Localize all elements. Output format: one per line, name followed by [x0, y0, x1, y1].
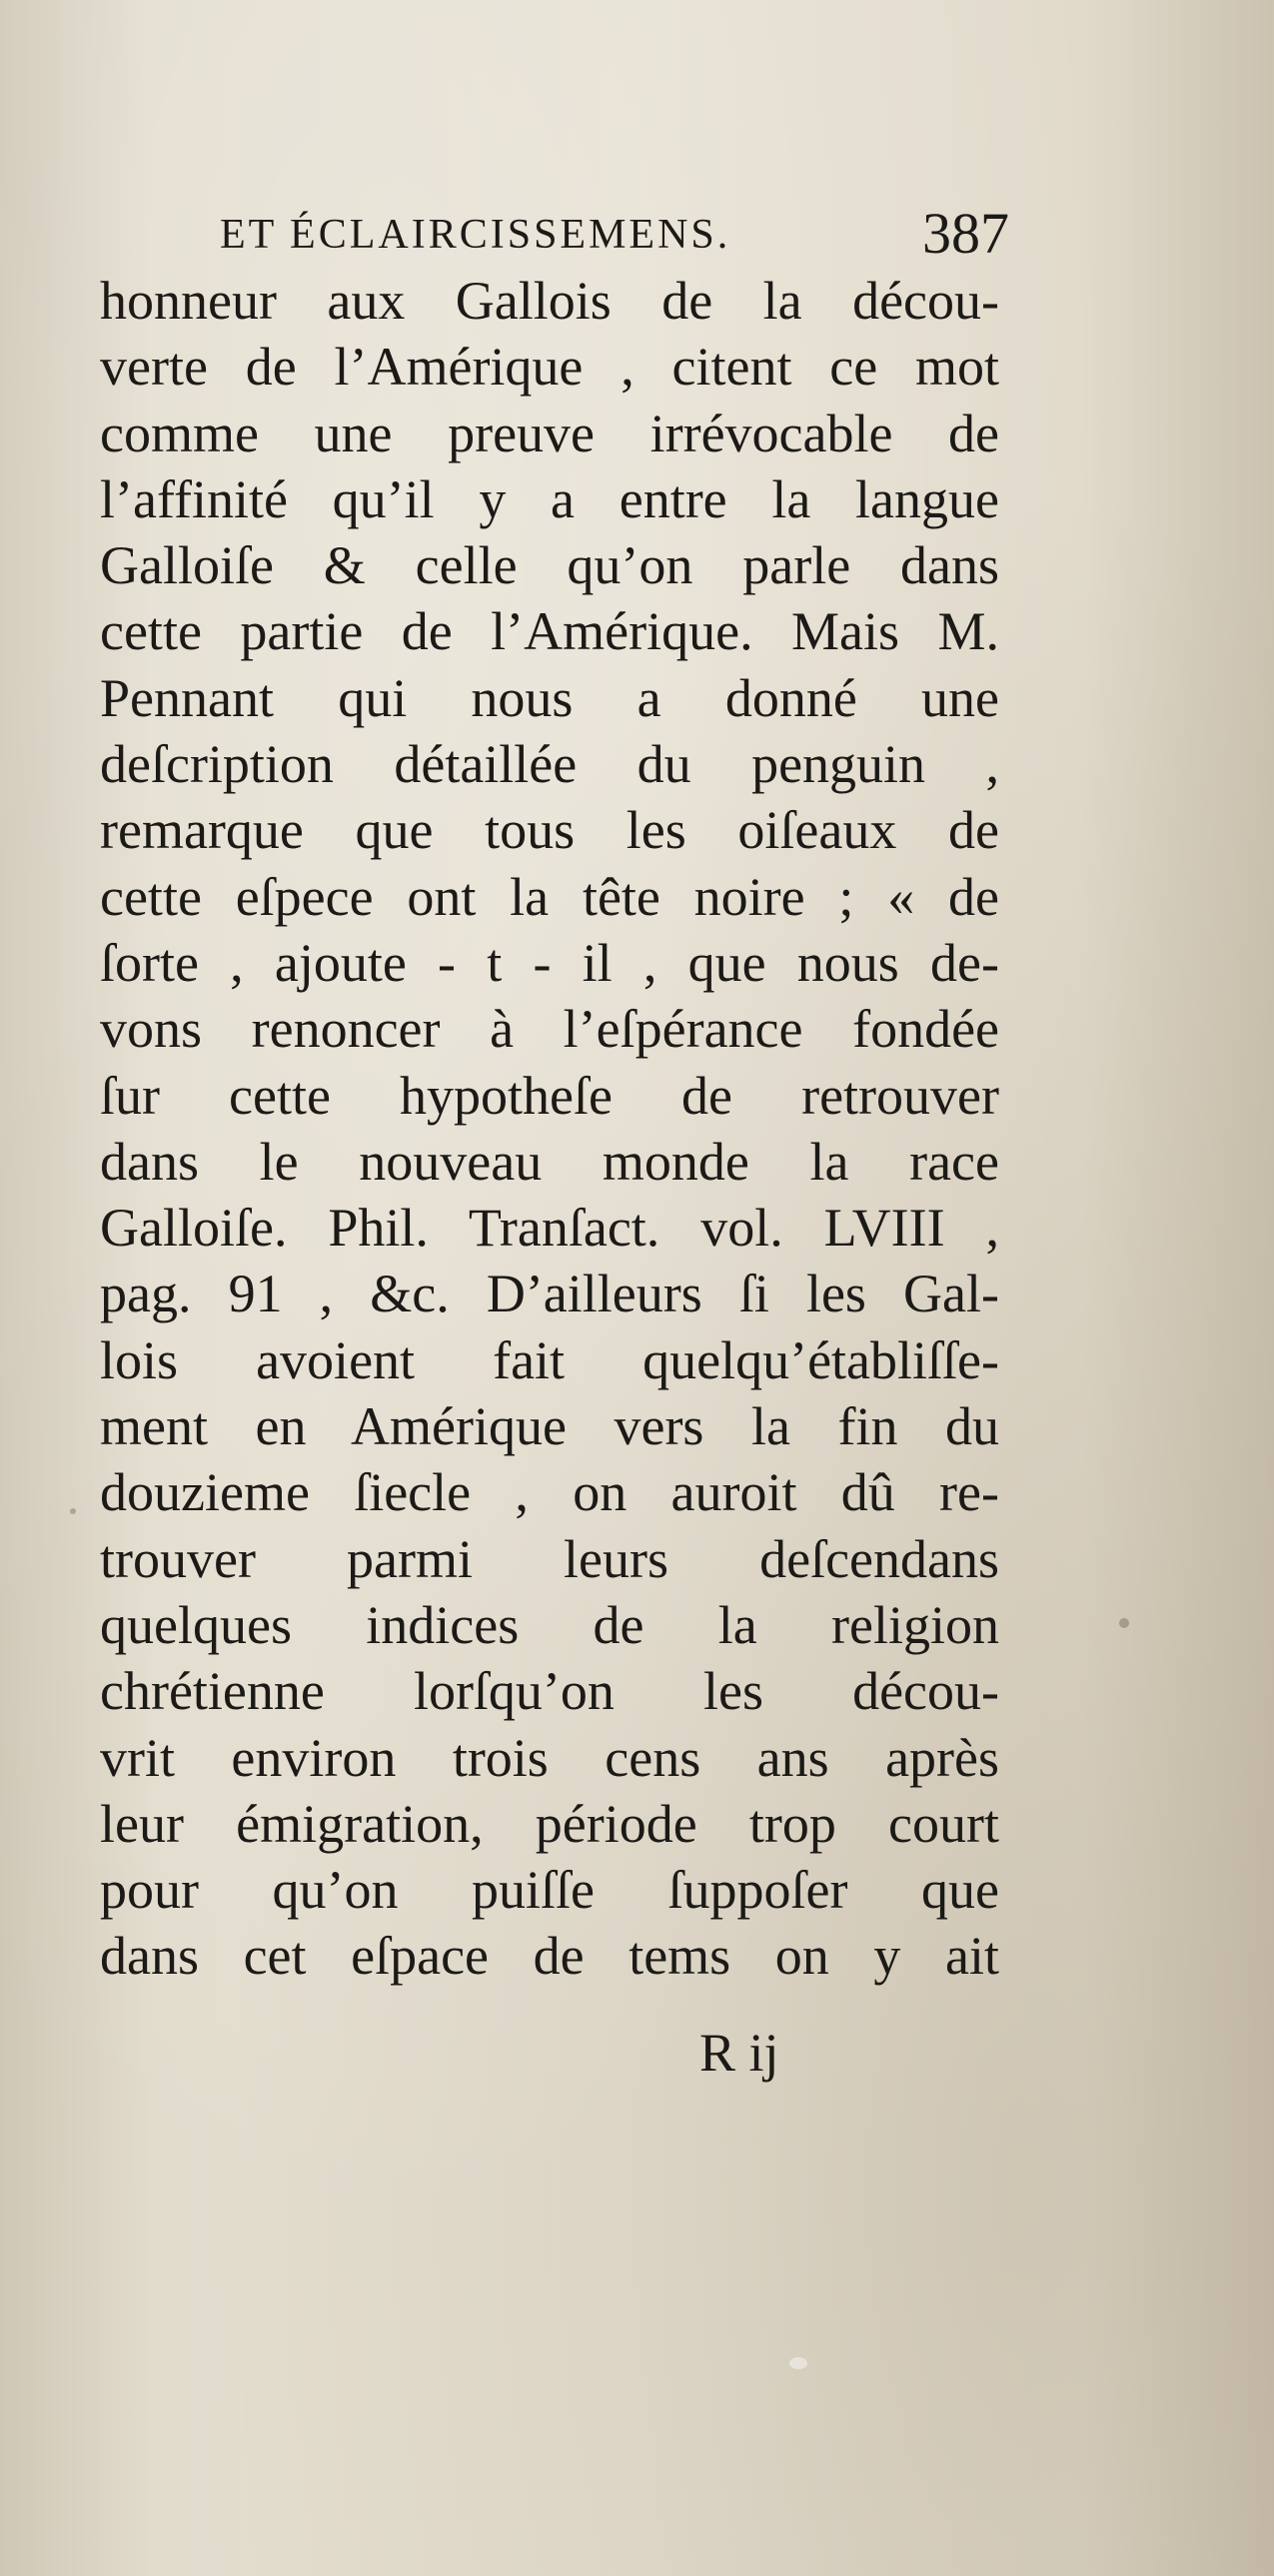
signature-mark: R ij	[699, 2023, 779, 2083]
paper-spot	[1119, 1618, 1129, 1628]
text-line: quelques indices de la religion	[100, 1594, 999, 1655]
text-line: douzieme ſiecle , on auroit dû re-	[100, 1462, 999, 1523]
text-line: honneur aux Gallois de la décou-	[100, 271, 999, 331]
running-head: ET ÉCLAIRCISSEMENS.	[220, 212, 731, 258]
page-number: 387	[922, 201, 1009, 266]
text-line: remarque que tous les oiſeaux de	[100, 800, 999, 861]
text-line: dans le nouveau monde la race	[100, 1131, 999, 1192]
text-line: comme une preuve irrévocable de	[100, 403, 999, 463]
paper-spot	[70, 1508, 76, 1514]
text-line: chrétienne lorſqu’on les décou-	[100, 1661, 999, 1722]
text-line: cette partie de l’Amérique. Mais M.	[100, 601, 999, 662]
text-line: leur émigration, période trop court	[100, 1793, 999, 1854]
text-line: pag. 91 , &c. D’ailleurs ſi les Gal-	[100, 1264, 999, 1324]
body-text	[100, 268, 999, 1990]
text-line: lois avoient fait quelqu’établiſſe-	[100, 1329, 999, 1390]
text-line: dans cet eſpace de tems on y ait	[100, 1926, 999, 1987]
text-line: trouver parmi leurs deſcendans	[100, 1528, 999, 1589]
text-line: vrit environ trois cens ans après	[100, 1727, 999, 1788]
text-line: Galloiſe & celle qu’on parle dans	[100, 535, 999, 596]
text-line: ſorte , ajoute - t - il , que nous de-	[100, 932, 999, 993]
page-header	[220, 201, 1019, 266]
text-line: verte de l’Amérique , citent ce mot	[100, 337, 999, 398]
text-line: ſur cette hypotheſe de retrouver	[100, 1065, 999, 1126]
text-line: cette eſpece ont la tête noire ; « de	[100, 866, 999, 927]
paper-spot	[789, 2357, 807, 2369]
text-line: Galloiſe. Phil. Tranſact. vol. LVIII ,	[100, 1198, 999, 1259]
text-line: pour qu’on puiſſe ſuppoſer que	[100, 1860, 999, 1921]
text-line: ment en Amérique vers la fin du	[100, 1396, 999, 1457]
text-line: Pennant qui nous a donné une	[100, 667, 999, 728]
text-line: vons renoncer à l’eſpérance fondée	[100, 999, 999, 1060]
text-line: deſcription détaillée du penguin ,	[100, 734, 999, 795]
text-line: l’affinité qu’il y a entre la langue	[100, 468, 999, 529]
